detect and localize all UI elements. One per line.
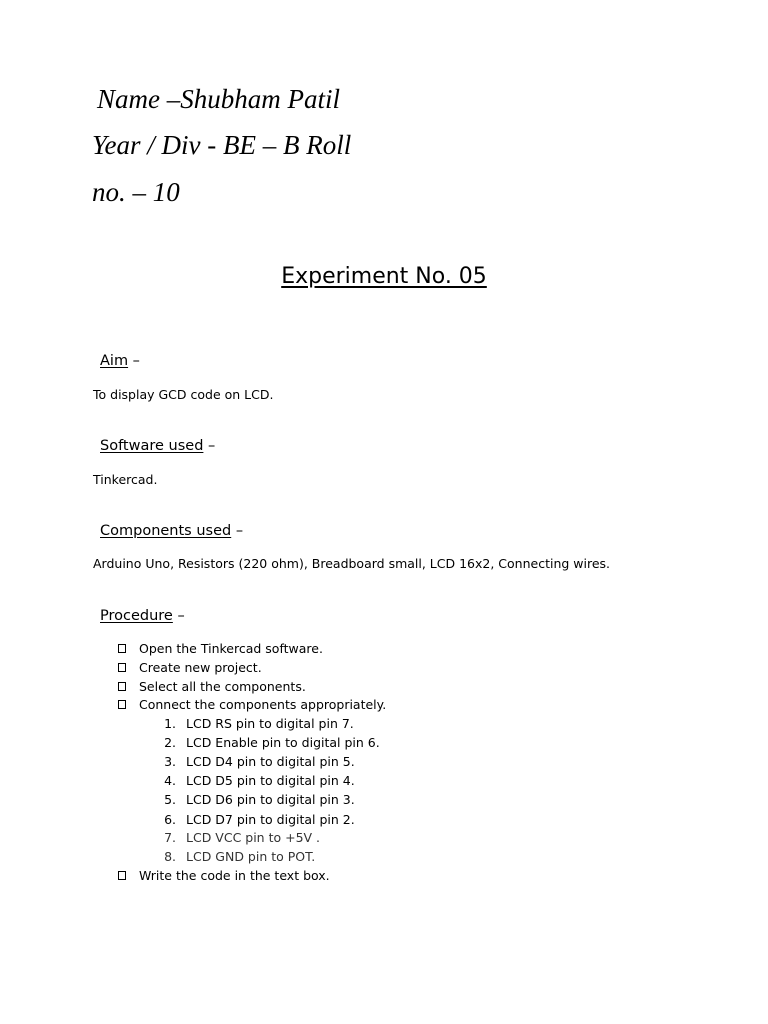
step-number: 4. (164, 773, 176, 788)
components-text: Arduino Uno, Resistors (220 ohm), Breadboard small, LCD 16x2, Connecting wires. (93, 556, 611, 571)
checkbox-bullet-icon (118, 682, 126, 691)
experiment-title-text: Experiment No. 05 (281, 264, 487, 289)
checkbox-bullet-icon (118, 871, 126, 880)
roll-number: no. – 10 (92, 177, 180, 207)
software-heading-label: Software used (100, 438, 204, 454)
step-text: LCD D4 pin to digital pin 5. (186, 754, 355, 769)
step-number: 1. (164, 716, 176, 731)
components-heading (100, 523, 243, 539)
procedure-heading-label: Procedure (100, 608, 173, 624)
aim-text: To display GCD code on LCD. (93, 387, 274, 402)
list-item-text: Connect the components appropriately. (139, 697, 387, 712)
software-heading-dash: – (203, 438, 216, 454)
year-division: Year / Div - BE – B Roll (92, 130, 352, 160)
step-number: 6. (164, 812, 176, 827)
step-text: LCD D5 pin to digital pin 4. (186, 773, 355, 788)
list-item-text: Select all the components. (139, 679, 306, 694)
step-number: 8. (164, 849, 176, 864)
aim-heading (100, 353, 140, 369)
step-text: LCD Enable pin to digital pin 6. (186, 735, 380, 750)
procedure-heading-dash: – (172, 608, 185, 624)
step-number: 3. (164, 754, 176, 769)
software-text: Tinkercad. (93, 472, 158, 487)
list-item-text: Write the code in the text box. (139, 868, 330, 883)
list-item-text: Open the Tinkercad software. (139, 641, 323, 656)
step-text: LCD D7 pin to digital pin 2. (186, 812, 355, 827)
software-heading (100, 438, 215, 454)
student-name: Name –Shubham Patil (97, 84, 340, 114)
step-text: LCD GND pin to POT. (186, 849, 316, 864)
checkbox-bullet-icon (118, 663, 126, 672)
step-text: LCD VCC pin to +5V . (186, 830, 321, 845)
list-item-text: Create new project. (139, 660, 262, 675)
procedure-heading (100, 608, 185, 624)
step-number: 5. (164, 792, 176, 807)
experiment-title (0, 264, 768, 289)
step-text: LCD D6 pin to digital pin 3. (186, 792, 355, 807)
aim-heading-dash: – (128, 353, 140, 369)
checkbox-bullet-icon (118, 644, 126, 653)
step-number: 2. (164, 735, 176, 750)
components-heading-dash: – (231, 523, 244, 539)
aim-heading-label: Aim (100, 353, 129, 369)
checkbox-bullet-icon (118, 700, 126, 709)
step-number: 7. (164, 830, 176, 845)
step-text: LCD RS pin to digital pin 7. (186, 716, 354, 731)
components-heading-label: Components used (100, 523, 232, 539)
